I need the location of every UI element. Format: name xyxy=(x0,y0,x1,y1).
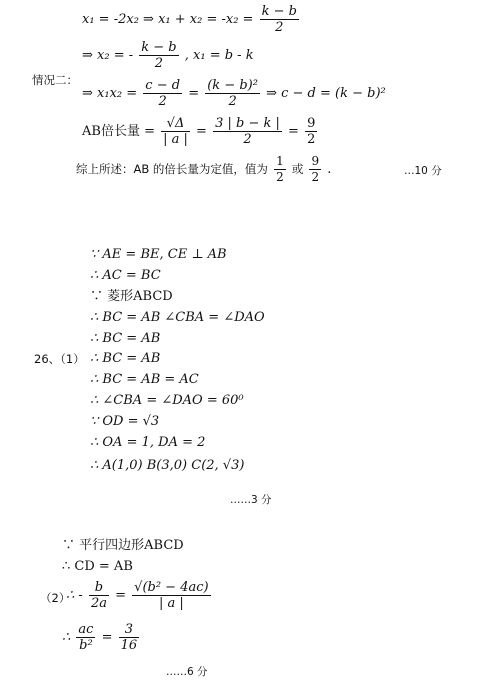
numerator: c − d xyxy=(145,78,181,93)
denominator: 2 xyxy=(154,56,164,71)
equals-sign: = xyxy=(101,630,113,645)
fraction xyxy=(119,622,140,653)
proof-line-13: ∴ CD = AB xyxy=(62,559,133,574)
numerator: √(b² − 4ac) xyxy=(134,580,209,595)
denominator: 2 xyxy=(275,20,284,35)
denominator: 2 xyxy=(243,132,252,147)
fraction xyxy=(213,116,282,147)
eq-line-3-pre: ⇒ x₁x₂ = xyxy=(82,86,138,101)
question-26-label: 26、（1） xyxy=(34,352,85,366)
eq-line-1-text: x₁ = -2x₂ ⇒ x₁ + x₂ = -x₂ = xyxy=(82,12,254,27)
fraction xyxy=(205,78,260,109)
denominator: b² xyxy=(79,638,93,653)
proof-line-10: ∴ OA = 1, DA = 2 xyxy=(90,435,206,450)
eq-line-1 xyxy=(82,4,301,35)
numerator: 9 xyxy=(311,154,320,168)
numerator: √Δ xyxy=(161,116,190,132)
proof-line-2: ∴ AC = BC xyxy=(90,268,161,283)
fraction xyxy=(260,4,299,35)
fraction xyxy=(76,622,95,653)
denominator: 2 xyxy=(276,170,284,184)
fraction xyxy=(143,78,182,109)
fraction xyxy=(139,40,178,71)
score-marker-2: ……3 分 xyxy=(230,494,272,506)
denominator: 16 xyxy=(120,638,138,653)
proof-line-9: ∵ OD = √3 xyxy=(90,414,160,429)
proof-line-4: ∴ BC = AB ∠CBA = ∠DAO xyxy=(90,310,265,325)
question-2-label: （2） xyxy=(40,591,71,605)
numerator: (k − b)² xyxy=(207,78,258,93)
proof-line-12: ∵ 平行四边形ABCD xyxy=(62,538,184,553)
proof-line-11: ∴ A(1,0) B(3,0) C(2, √3) xyxy=(90,458,245,473)
proof-line-3: ∵ 菱形ABCD xyxy=(90,289,173,304)
numerator: k − b xyxy=(141,40,177,55)
score-marker-3: ……6 分 xyxy=(166,666,208,678)
equals-sign: = xyxy=(188,86,200,101)
case-2-label: 情况二： xyxy=(32,73,78,87)
numerator: 9 xyxy=(307,116,316,131)
denominator: 2 xyxy=(158,94,167,109)
equals-sign: = xyxy=(115,588,127,603)
numerator: k − b xyxy=(261,4,297,19)
numerator: 3 | b − k | xyxy=(215,116,280,131)
numerator: b xyxy=(89,580,109,596)
eq-line-4-pre: AB倍长量 = xyxy=(82,124,155,139)
denominator: 2 xyxy=(228,94,237,109)
fraction xyxy=(309,154,321,185)
numerator: ac xyxy=(78,622,94,637)
fraction xyxy=(274,154,286,185)
proof-line-15 xyxy=(62,622,141,653)
eq-line-2 xyxy=(82,40,254,71)
score-marker-1: …10 分 xyxy=(404,165,442,177)
denominator: 2 xyxy=(307,132,316,147)
proof-line-8: ∴ ∠CBA = ∠DAO = 60⁰ xyxy=(90,393,244,408)
equals-sign: = xyxy=(196,124,207,139)
eq-line-4 xyxy=(82,116,319,147)
numerator: 1 xyxy=(276,154,284,168)
eq-line-2-post: , x₁ = b - k xyxy=(184,48,254,63)
eq-line-3-post: ⇒ c − d = (k − b)² xyxy=(266,86,386,101)
denominator: 2a xyxy=(90,596,107,611)
denominator: | a | xyxy=(163,132,188,147)
fraction xyxy=(132,580,210,611)
proof-line-14-pre: ∴ - xyxy=(66,588,83,603)
proof-line-1: ∵ AE = BE, CE ⊥ AB xyxy=(90,247,227,262)
fraction xyxy=(305,116,317,147)
summary-or: 或 xyxy=(291,162,304,176)
denominator: 2 xyxy=(311,170,320,184)
proof-line-15-pre: ∴ xyxy=(62,630,71,645)
numerator: 3 xyxy=(119,622,140,638)
summary-line xyxy=(76,154,331,185)
proof-line-6: ∴ BC = AB xyxy=(90,351,161,366)
eq-line-3 xyxy=(82,78,386,109)
fraction xyxy=(161,116,190,147)
equals-sign: = xyxy=(288,124,299,139)
proof-line-7: ∴ BC = AB = AC xyxy=(90,372,199,387)
denominator: | a | xyxy=(158,596,184,611)
proof-line-14 xyxy=(66,580,213,611)
proof-line-5: ∴ BC = AB xyxy=(90,331,161,346)
eq-line-2-pre: ⇒ x₂ = - xyxy=(82,48,134,63)
fraction xyxy=(89,580,109,611)
summary-end: . xyxy=(327,162,332,177)
summary-text: 综上所述：AB 的倍长量为定值，值为 xyxy=(76,162,268,176)
